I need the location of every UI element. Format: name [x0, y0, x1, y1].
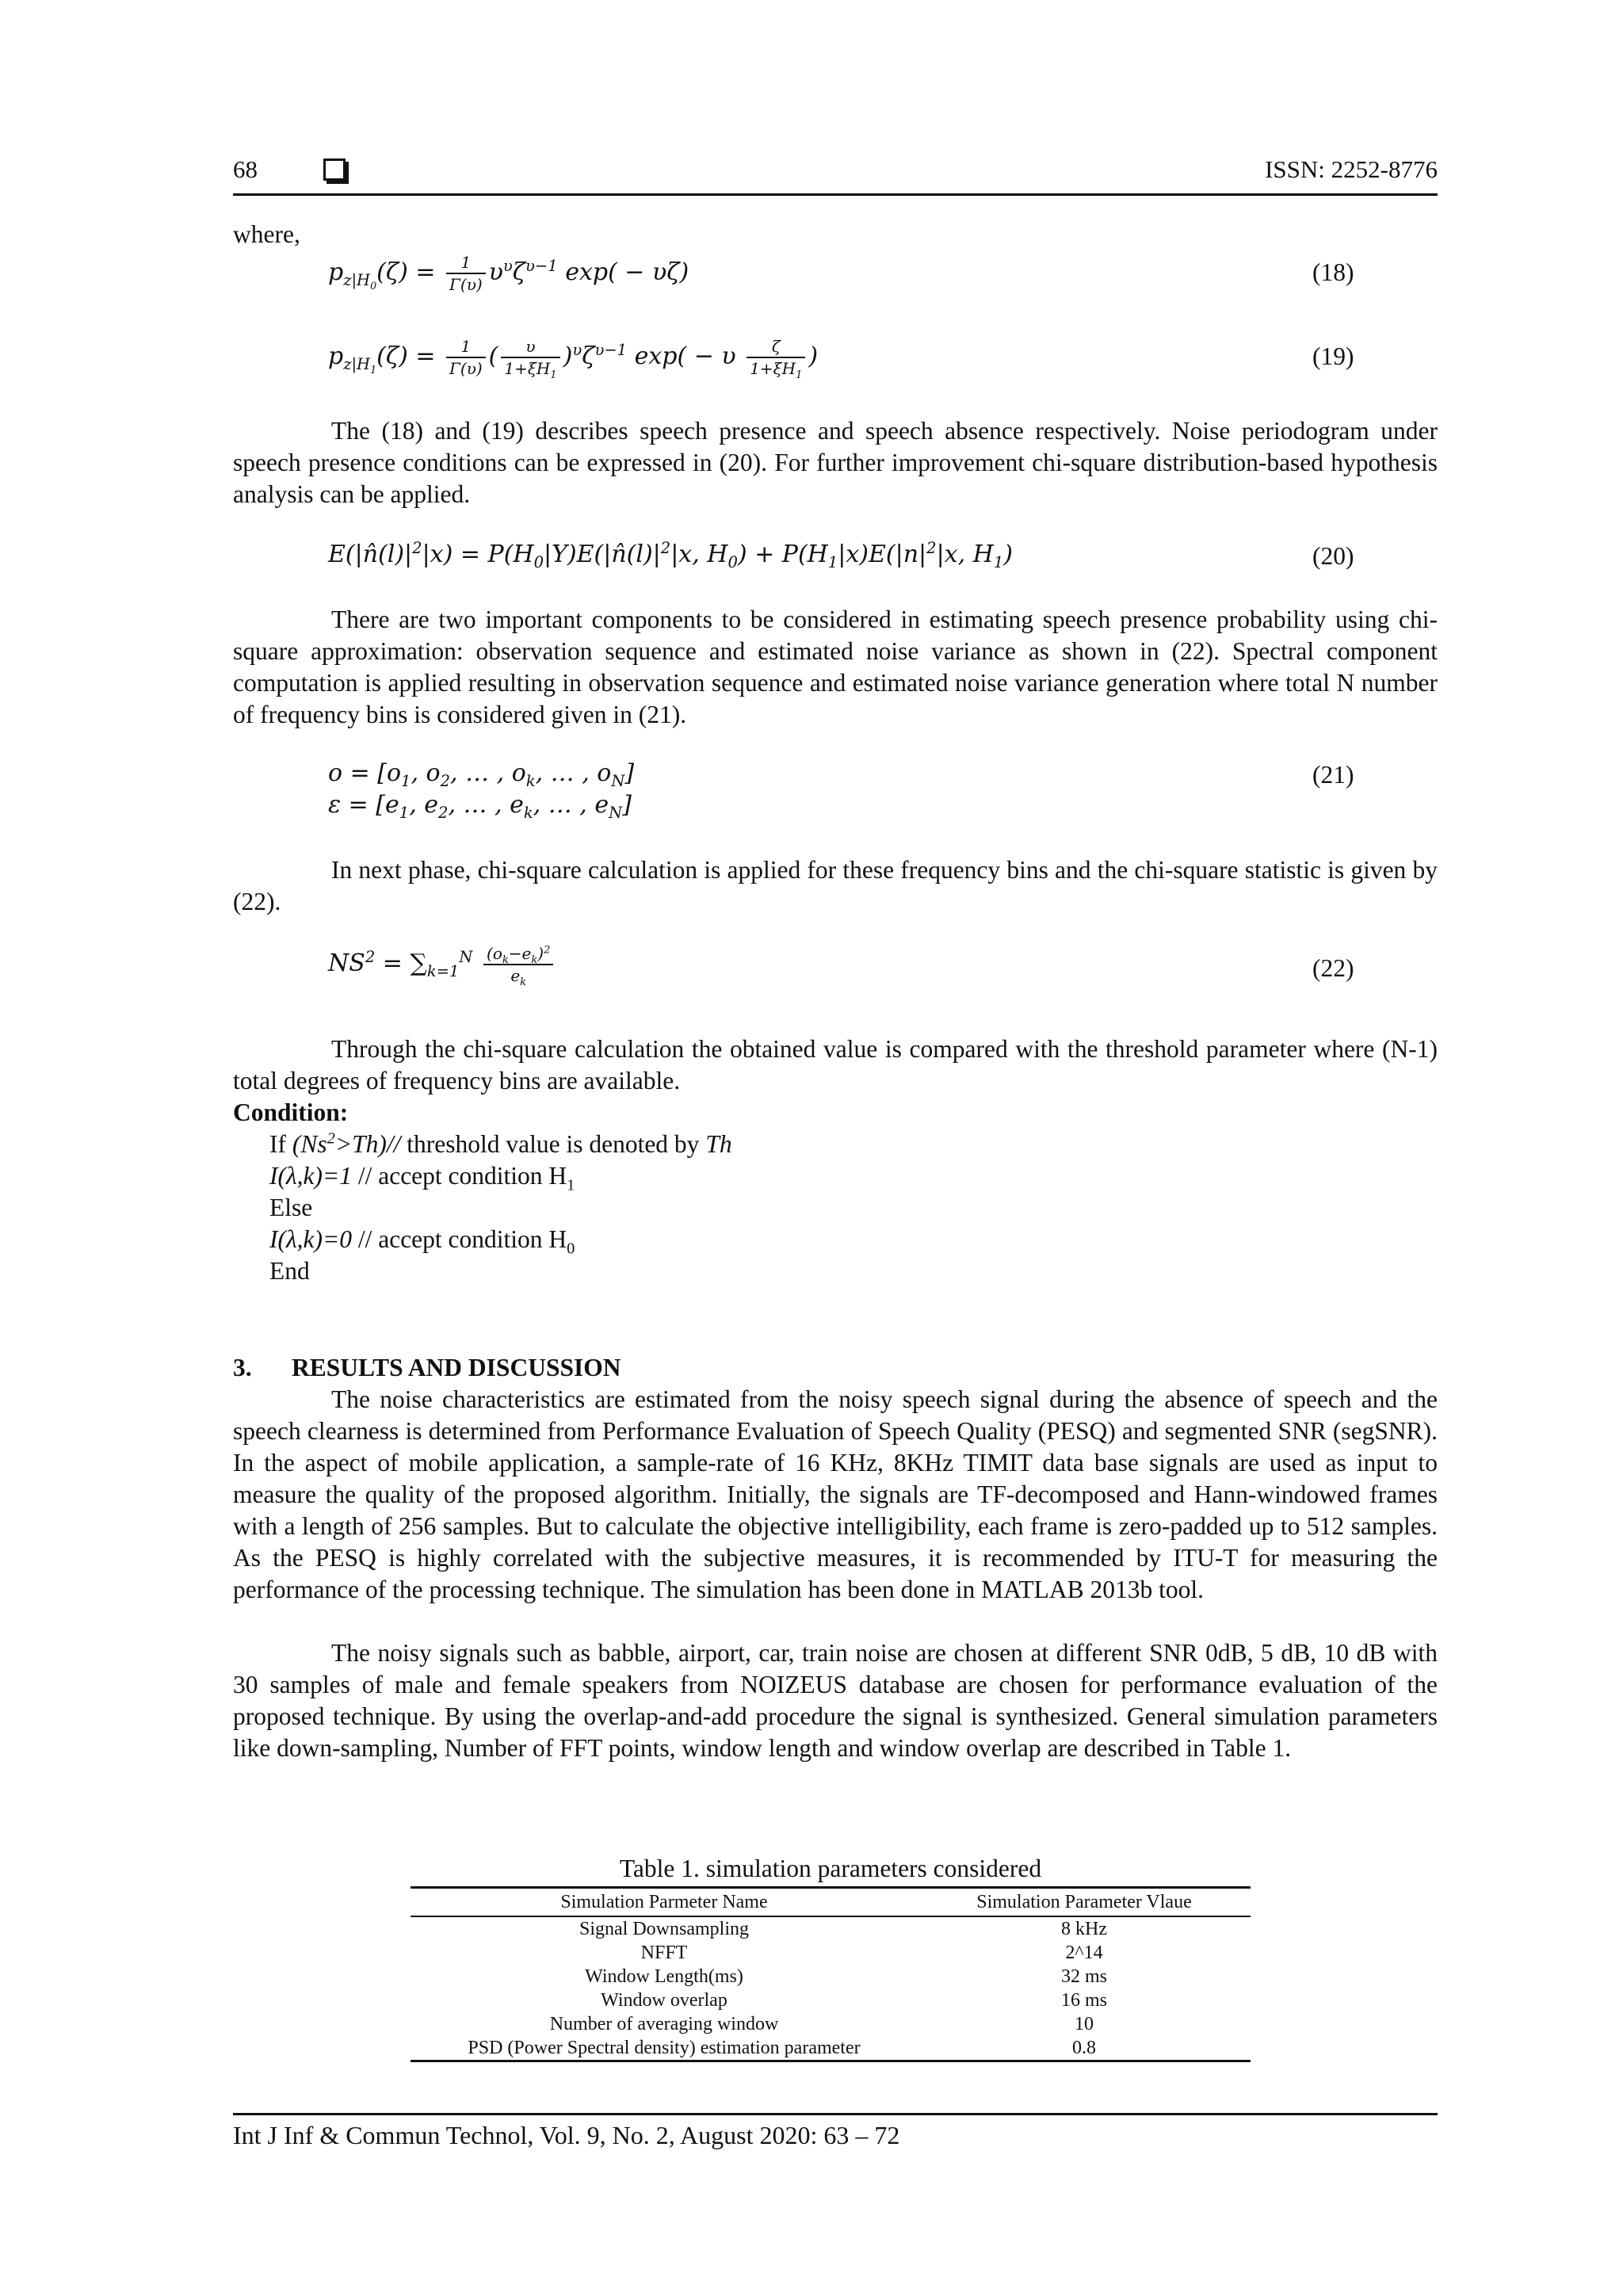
table-row: [411, 1988, 1251, 2012]
table-cell: Window overlap: [601, 1990, 727, 2011]
equation-21-observation: $o = [o_1$, $o_2$, … , $o_k$, … , $o_N$]: [328, 759, 635, 790]
equation-18: $p_{z|H_0}(\zeta)$ = $\frac{1}{\Gamma(\upsilon)}$ $\upsilon^\upsilon\zeta^{\upsilon-1}$ exp( − υζ): [328, 253, 689, 294]
table-header-row: [411, 1888, 1251, 1917]
table-cell: Signal Downsampling: [579, 1919, 749, 1939]
equation-number-22: (22): [1312, 954, 1354, 982]
condition-line-else: Else: [269, 1194, 313, 1221]
paragraph-6: The noisy signals such as babble, airport, car, train noise are chosen at different SNR 0dB, 5 dB, 10 dB with 30 samples of male and female speakers from NOIZEUS database are chosen for performance evaluation of the proposed technique. By using the overlap-and-add procedure the signal is synthesized. General simulation parameters like down-sampling, Number of FFT points, window length and window overlap are described in Table 1.: [233, 1639, 1438, 1762]
condition-line-end: End: [269, 1257, 310, 1285]
equation-22: $NS^2 = \sum_{k=1}^N$ $\frac{(o_k-e_k)^2}{e_k}$: [328, 943, 556, 986]
section-title: RESULTS AND DISCUSSION: [292, 1354, 621, 1381]
table-1-caption: Table 1. simulation parameters considered: [619, 1855, 1042, 1882]
square-bullet-icon: [323, 159, 346, 181]
equation-19: $p_{z|H_1}(\zeta)$ = $\frac{1}{\Gamma(\upsilon)}$ ( $\frac{\upsilon}{1+\xi H_1}$ )$^\upsilon\zeta^{\upsilon-1}$ exp( − υ $\frac{\zeta}{1+\xi H_1}$ ): [328, 337, 819, 381]
section-number: 3.: [233, 1354, 252, 1381]
header-rule: [233, 193, 1438, 196]
paragraph-4: Through the chi-square calculation the obtained value is compared with the threshold parameter where (N-1) total degrees of frequency bins are available.: [233, 1035, 1438, 1095]
table-row: [411, 2012, 1251, 2036]
table-cell: 2^14: [1065, 1943, 1103, 1963]
page-header: [233, 155, 1438, 187]
table-header-name: Simulation Parmeter Name: [411, 1888, 918, 1917]
table-row: [411, 2036, 1251, 2061]
condition-title: Condition:: [233, 1098, 349, 1126]
table-1: [411, 1886, 1251, 2062]
table-cell: Window Length(ms): [585, 1966, 743, 1987]
equation-21-noise-variance: $\varepsilon = [e_1$, $e_2$, … , $e_k$, … , $e_N$]: [328, 791, 632, 822]
footer-rule: [233, 2113, 1438, 2115]
where-label: where,: [233, 220, 300, 248]
equation-number-18: (18): [1312, 258, 1354, 286]
page-number: 68: [233, 155, 258, 183]
table-cell: NFFT: [640, 1943, 688, 1963]
table-cell: 8 kHz: [1061, 1919, 1107, 1939]
equation-number-20: (20): [1312, 542, 1354, 570]
table-header-value: Simulation Parameter Vlaue: [918, 1888, 1251, 1917]
condition-line-accept-h1: I(λ,k)=1 // accept condition $H_1$: [269, 1162, 575, 1194]
issn-label: ISSN: 2252-8776: [1265, 155, 1438, 183]
paragraph-1: The (18) and (19) describes speech presence and speech absence respectively. Noise periodogram under speech presence conditions can be expressed in (20). For further improvement chi-square distribution-based hypothesis analysis can be applied.: [233, 417, 1438, 508]
condition-line-if: If $(Ns^2>Th)//$ threshold value is denoted by Th: [269, 1129, 732, 1158]
paragraph-5: The noise characteristics are estimated from the noisy speech signal during the absence of speech and the speech clearness is determined from Performance Evaluation of Speech Quality (PESQ) and segmented SNR (segSNR). In the aspect of mobile application, a sample-rate of 16 KHz, 8KHz TIMIT data base signals are used as input to measure the quality of the proposed algorithm. Initially, the signals are TF-decomposed and Hann-windowed frames with a length of 256 samples. But to calculate the objective intelligibility, each frame is zero-padded up to 512 samples. As the PESQ is highly correlated with the subjective measures, it is recommended by ITU-T for measuring the performance of the processing technique. The simulation has been done in MATLAB 2013b tool.: [233, 1385, 1438, 1603]
section-heading: [233, 1354, 621, 1382]
paragraph-3: In next phase, chi-square calculation is applied for these frequency bins and the chi-square statistic is given by (22).: [233, 856, 1438, 915]
table-cell: Number of averaging window: [549, 2014, 779, 2034]
condition-line-accept-h0: I(λ,k)=0 // accept condition $H_0$: [269, 1225, 575, 1258]
equation-number-19: (19): [1312, 342, 1354, 370]
table-cell: 10: [1075, 2014, 1094, 2034]
paragraph-2: There are two important components to be considered in estimating speech presence probability using chi-square approximation: observation sequence and estimated noise variance as shown in (22). Spectral component computation is applied resulting in observation sequence and estimated noise variance generation where total N number of frequency bins is considered given in (21).: [233, 606, 1438, 728]
equation-number-21: (21): [1312, 761, 1354, 789]
table-cell: 32 ms: [1060, 1966, 1107, 1987]
journal-citation: Int J Inf & Commun Technol, Vol. 9, No. 2, August 2020: 63 – 72: [233, 2121, 900, 2149]
condition-block: [233, 1097, 732, 1287]
table-cell: 16 ms: [1060, 1990, 1107, 2011]
table-cell: PSD (Power Spectral density) estimation parameter: [411, 2036, 918, 2061]
table-row: [411, 1916, 1251, 1941]
table-cell: 0.8: [918, 2036, 1251, 2061]
table-row: [411, 1941, 1251, 1965]
equation-20: $E(|n̂(l)|^2|x)$ = $P(H_0|Y)E(|n̂(l)|^2|x$, $H_0) + P(H_1|x)E(|n|^2|x$, $H_1$): [328, 539, 1013, 571]
table-row: [411, 1965, 1251, 1988]
